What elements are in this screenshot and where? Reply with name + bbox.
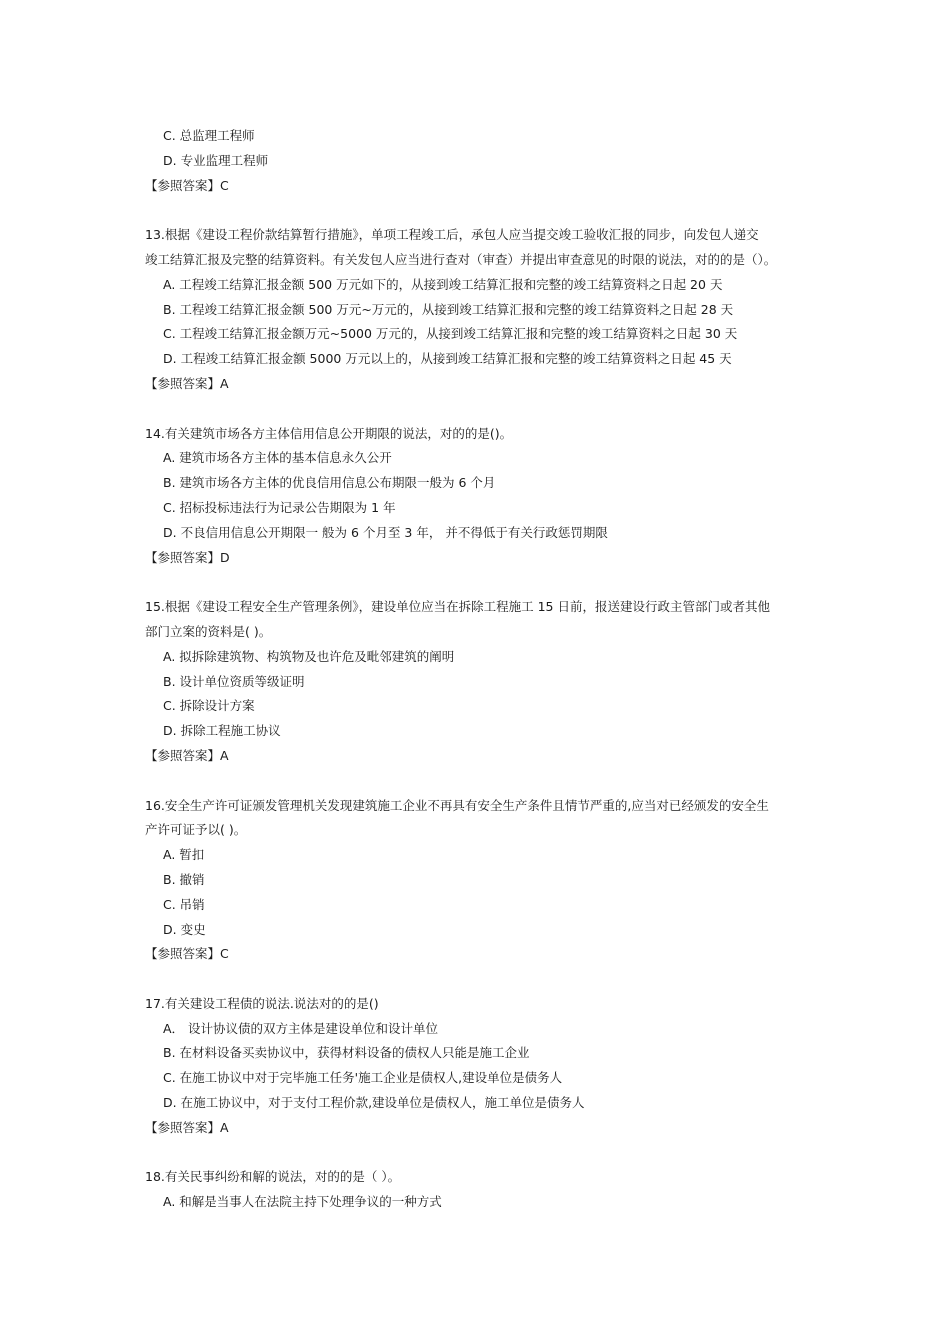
option-c: C. 在施工协议中对于完毕施工任务'施工企业是债权人,建设单位是债务人: [163, 1070, 563, 1086]
reference-answer: 【参照答案】A: [145, 1119, 229, 1135]
option-a: A. 拟拆除建筑物、构筑物及也许危及毗邻建筑的阐明: [163, 648, 455, 664]
option-a: A． 设计协议债的双方主体是建设单位和设计单位: [163, 1020, 439, 1036]
question-stem: 18.有关民事纠纷和解的说法，对的的是（ ）。: [145, 1169, 401, 1185]
option-c: C. 工程竣工结算汇报金额万元~5000 万元的，从接到竣工结算汇报和完整的竣工结算资料之日起 30 天: [163, 326, 738, 342]
option-d: D. 变史: [163, 921, 206, 937]
option-b: B. 工程竣工结算汇报金额 500 万元~万元的，从接到竣工结算汇报和完整的竣工结算资料之日起 28 天: [163, 301, 734, 317]
question-stem: 竣工结算汇报及完整的结算资料。有关发包人应当进行查对（审查）并提出审查意见的时限的说法，对的的是（）。: [145, 251, 777, 267]
option-d: D. 拆除工程施工协议: [163, 723, 281, 739]
question-13: [145, 223, 815, 397]
question-stem: 部门立案的资料是( )。: [145, 623, 272, 639]
question-stem: 13.根据《建设工程价款结算暂行措施》，单项工程竣工后，承包人应当提交竣工验收汇报的同步，向发包人递交: [145, 227, 759, 243]
question-stem: 产许可证予以( )。: [145, 822, 247, 838]
question-stem: 14.有关建筑市场各方主体信用信息公开期限的说法，对的的是()。: [145, 425, 513, 441]
option-c: C. 总监理工程师: [163, 128, 255, 143]
option-a: A. 暂扣: [163, 847, 205, 863]
question-stem: 17.有关建设工程债的说法.说法对的的是(): [145, 995, 379, 1011]
question-18: [145, 1165, 815, 1215]
reference-answer: 【参照答案】C: [145, 177, 229, 193]
option-b: B. 在材料设备买卖协议中，获得材料设备的债权人只能是施工企业: [163, 1045, 530, 1061]
reference-answer: 【参照答案】C: [145, 946, 229, 962]
option-b: B. 设计单位资质等级证明: [163, 673, 305, 689]
reference-answer: 【参照答案】D: [145, 549, 230, 565]
option-a: A. 和解是当事人在法院主持下处理争议的一种方式: [163, 1194, 442, 1210]
option-b: B. 撤销: [163, 871, 205, 887]
option-d: D. 不良信用信息公开期限一 般为 6 个月至 3 年， 并不得低于有关行政惩罚期限: [163, 524, 608, 540]
question-14: [145, 422, 815, 571]
question-stem: 15.根据《建设工程安全生产管理条例》，建设单位应当在拆除工程施工 15 日前，报送建设行政主管部门或者其他: [145, 599, 770, 615]
reference-answer: 【参照答案】A: [145, 747, 229, 763]
option-b: B. 建筑市场各方主体的优良信用信息公布期限一般为 6 个月: [163, 475, 496, 491]
option-c: C. 拆除设计方案: [163, 698, 255, 714]
question-17: [145, 992, 815, 1141]
question-list: [145, 124, 815, 1215]
question-16: [145, 794, 815, 968]
option-d: D. 工程竣工结算汇报金额 5000 万元以上的，从接到竣工结算汇报和完整的竣工结算资料之日起 45 天: [163, 351, 732, 367]
question-stem: 16.安全生产许可证颁发管理机关发现建筑施工企业不再具有安全生产条件且情节严重的,应当对已经颁发的安全生: [145, 797, 769, 813]
reference-answer: 【参照答案】A: [145, 375, 229, 391]
option-d: D. 专业监理工程师: [163, 152, 269, 168]
option-a: A. 工程竣工结算汇报金额 500 万元如下的，从接到竣工结算汇报和完整的竣工结算资料之日起 20 天: [163, 276, 723, 292]
option-c: C. 招标投标违法行为记录公告期限为 1 年: [163, 499, 396, 515]
option-d: D. 在施工协议中，对于支付工程价款,建设单位是债权人，施工单位是债务人: [163, 1095, 585, 1111]
option-c: C. 吊销: [163, 896, 205, 912]
option-a: A. 建筑市场各方主体的基本信息永久公开: [163, 450, 392, 466]
question-fragment-12: [145, 124, 815, 198]
question-15: [145, 595, 815, 769]
